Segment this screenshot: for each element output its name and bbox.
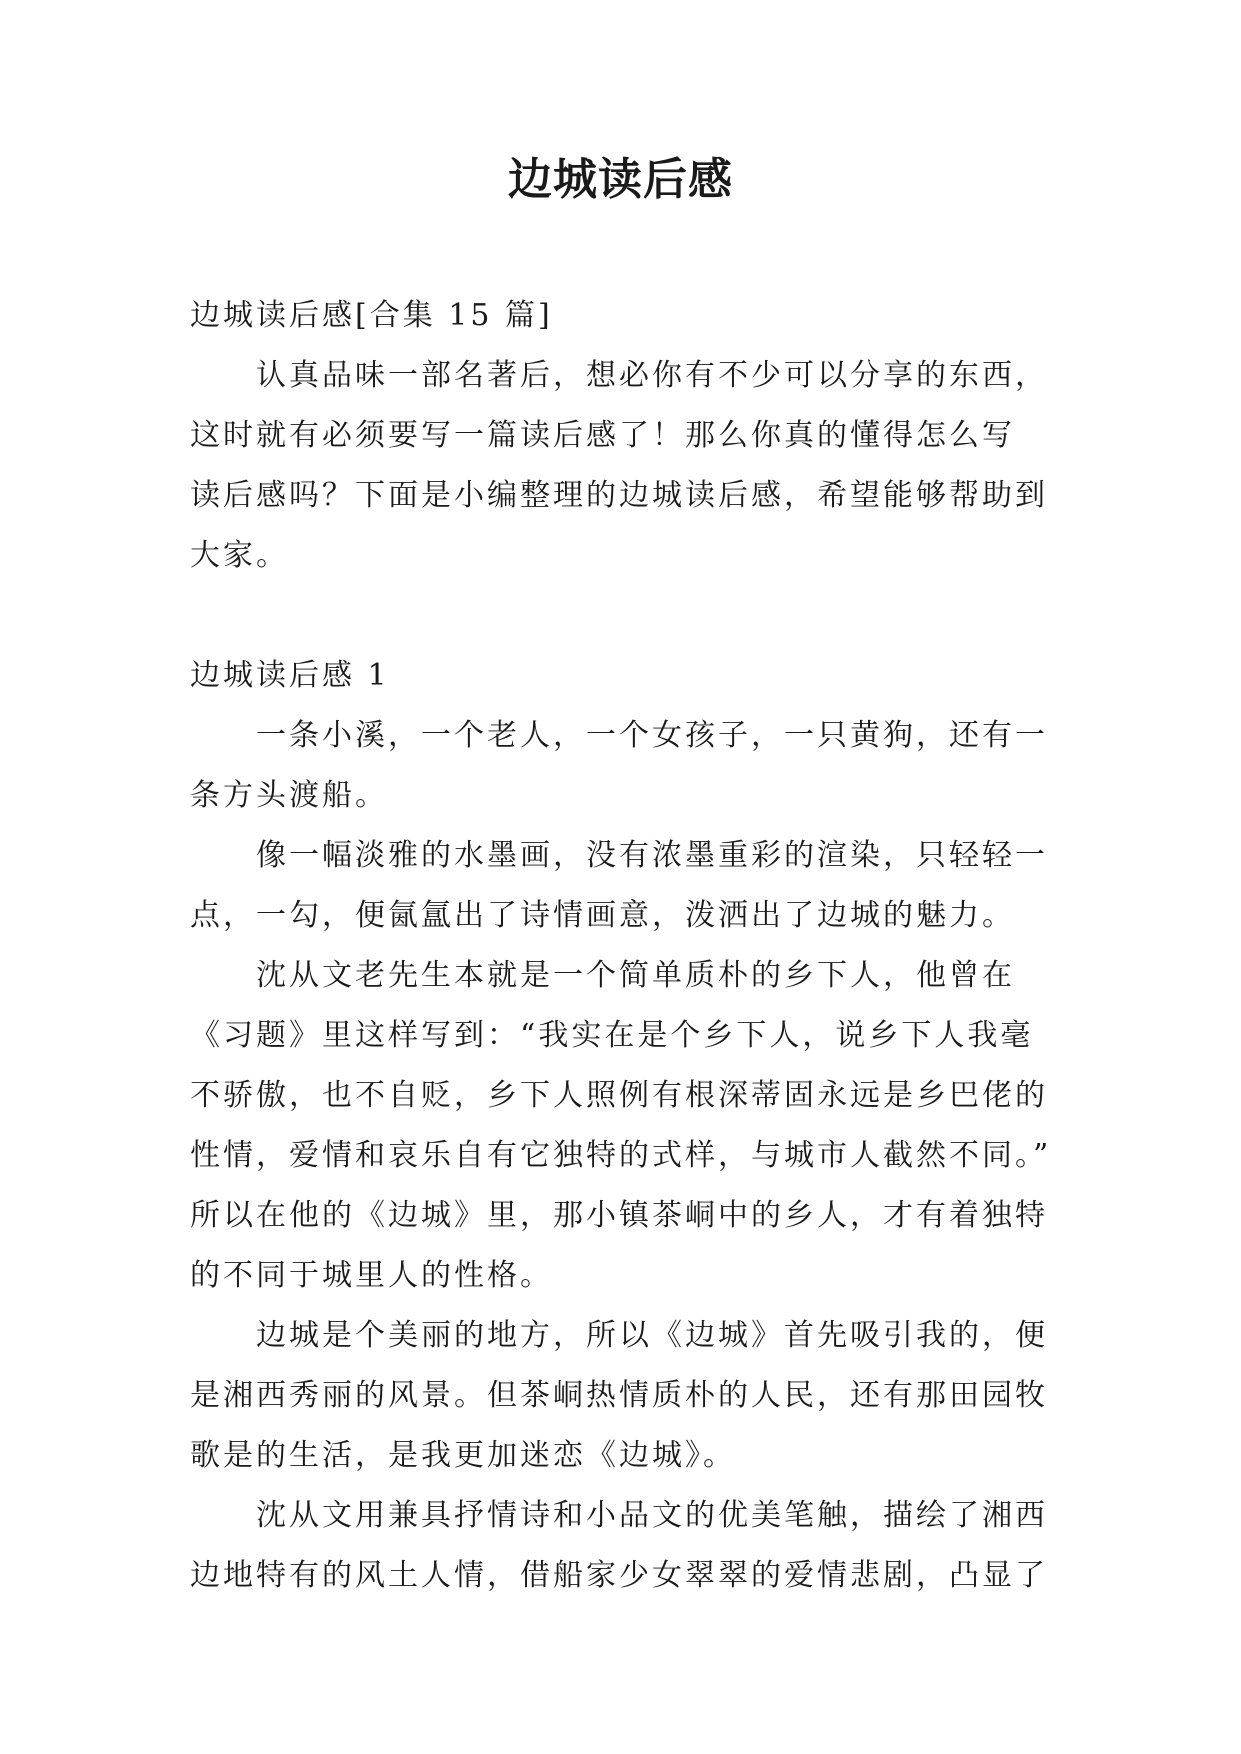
paragraph-line: 边城是个美丽的地方，所以《边城》首先吸引我的，便 bbox=[256, 1318, 1048, 1353]
section-spacer bbox=[190, 586, 1065, 646]
document-title: 边城读后感 bbox=[508, 154, 733, 205]
paragraph-line: 像一幅淡雅的水墨画，没有浓墨重彩的渲染，只轻轻一 bbox=[256, 838, 1048, 873]
intro-paragraph bbox=[190, 346, 1065, 586]
paragraph-line: 沈从文老先生本就是一个简单质朴的乡下人，他曾在 bbox=[256, 958, 1015, 993]
paragraph-line: 沈从文用兼具抒情诗和小品文的优美笔触，描绘了湘西 bbox=[256, 1498, 1048, 1533]
paragraph-line: 所以在他的《边城》里，那小镇茶峒中的乡人，才有着独特 bbox=[190, 1198, 1048, 1233]
paragraph-line: 这时就有必须要写一篇读后感了！那么你真的懂得怎么写 bbox=[190, 418, 1015, 453]
section-paragraph bbox=[190, 1486, 1065, 1606]
intro-heading: 边城读后感[合集 15 篇] bbox=[190, 298, 553, 333]
document-body bbox=[190, 286, 1065, 1606]
section-paragraph bbox=[190, 706, 1065, 826]
section-paragraph bbox=[190, 1306, 1065, 1486]
section-paragraph bbox=[190, 946, 1065, 1306]
paragraph-line: 边地特有的风土人情，借船家少女翠翠的爱情悲剧，凸显了 bbox=[190, 1558, 1048, 1593]
section-paragraph bbox=[190, 826, 1065, 946]
paragraph-line: 性情，爱情和哀乐自有它独特的式样，与城市人截然不同。” bbox=[190, 1138, 1052, 1173]
paragraph-line: 不骄傲，也不自贬，乡下人照例有根深蒂固永远是乡巴佬的 bbox=[190, 1078, 1048, 1113]
paragraph-line: 认真品味一部名著后，想必你有不少可以分享的东西， bbox=[256, 358, 1048, 393]
paragraph-line: 《习题》里这样写到：“我实在是个乡下人，说乡下人我毫 bbox=[190, 1018, 1034, 1053]
paragraph-line: 的不同于城里人的性格。 bbox=[190, 1258, 553, 1293]
paragraph-line: 一条小溪，一个老人，一个女孩子，一只黄狗，还有一 bbox=[256, 718, 1048, 753]
paragraph-line: 大家。 bbox=[190, 538, 289, 573]
paragraph-line: 歌是的生活，是我更加迷恋《边城》。 bbox=[190, 1438, 736, 1473]
paragraph-line: 点，一勾，便氤氲出了诗情画意，泼洒出了边城的魅力。 bbox=[190, 898, 1015, 933]
paragraph-line: 条方头渡船。 bbox=[190, 778, 388, 813]
section-heading: 边城读后感 1 bbox=[190, 658, 390, 693]
paragraph-line: 是湘西秀丽的风景。但茶峒热情质朴的人民，还有那田园牧 bbox=[190, 1378, 1048, 1413]
paragraph-line: 读后感吗？下面是小编整理的边城读后感，希望能够帮助到 bbox=[190, 478, 1048, 513]
